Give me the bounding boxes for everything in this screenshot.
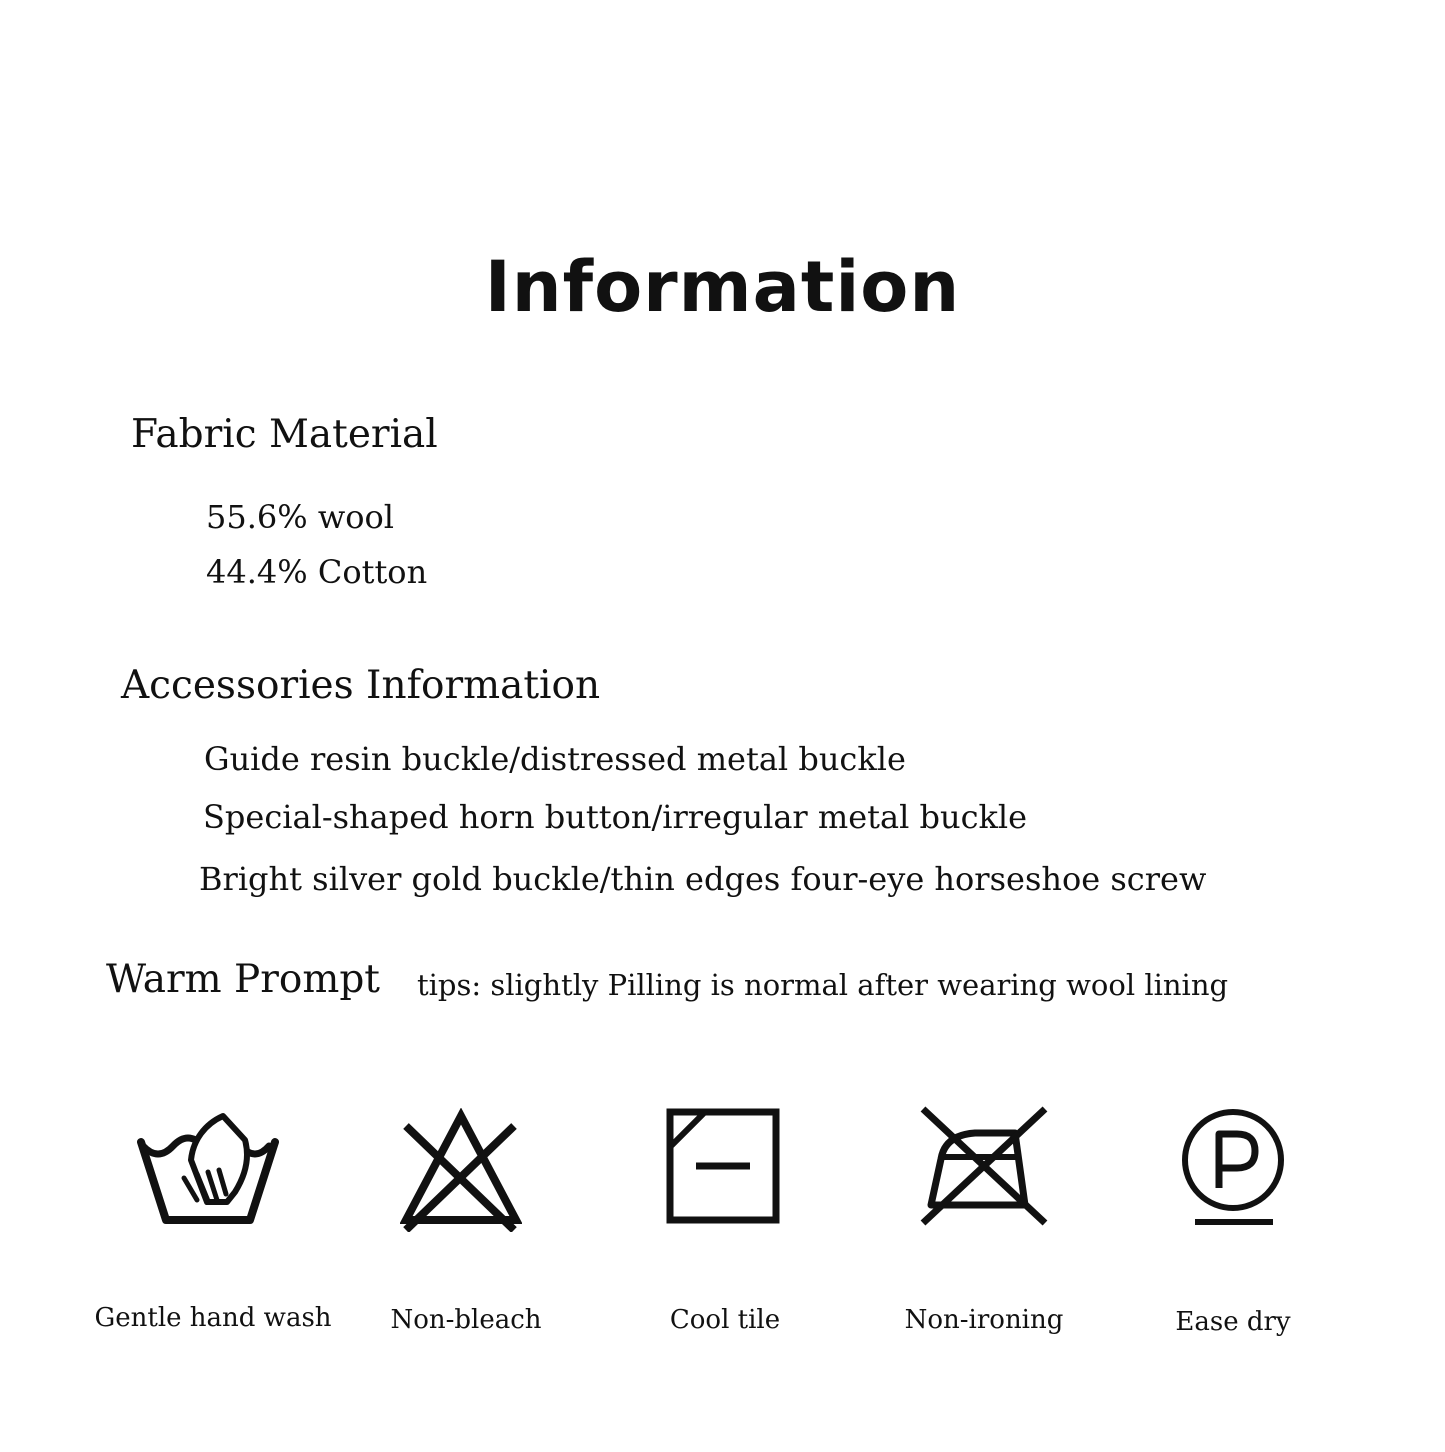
no-bleach-icon	[400, 1108, 522, 1232]
fabric-line-wool: 55.6% wool	[206, 498, 394, 536]
care-label-non-ironing: Non-ironing	[904, 1305, 1064, 1335]
accessories-line-1: Guide resin buckle/distressed metal buckle	[204, 740, 906, 778]
dry-clean-p-icon	[1179, 1106, 1287, 1228]
page-title: Information	[484, 246, 961, 328]
care-label-cool-tile: Cool tile	[669, 1305, 781, 1335]
accessories-line-2: Special-shaped horn button/irregular metal buckle	[203, 798, 1028, 836]
no-iron-icon	[919, 1105, 1049, 1227]
warm-prompt-tip: tips: slightly Pilling is normal after wearing wool lining	[417, 968, 1229, 1002]
care-label-ease-dry: Ease dry	[1175, 1307, 1291, 1337]
fabric-line-cotton: 44.4% Cotton	[206, 553, 428, 591]
accessories-heading: Accessories Information	[121, 663, 601, 708]
fabric-heading: Fabric Material	[131, 412, 438, 457]
flat-dry-shade-icon	[666, 1108, 780, 1224]
warm-prompt-heading: Warm Prompt	[106, 957, 380, 1002]
care-label-hand-wash: Gentle hand wash	[94, 1303, 332, 1333]
accessories-line-3: Bright silver gold buckle/thin edges four-eye horseshoe screw	[199, 860, 1207, 898]
hand-wash-icon	[137, 1110, 279, 1226]
care-label-no-bleach: Non-bleach	[390, 1305, 542, 1335]
